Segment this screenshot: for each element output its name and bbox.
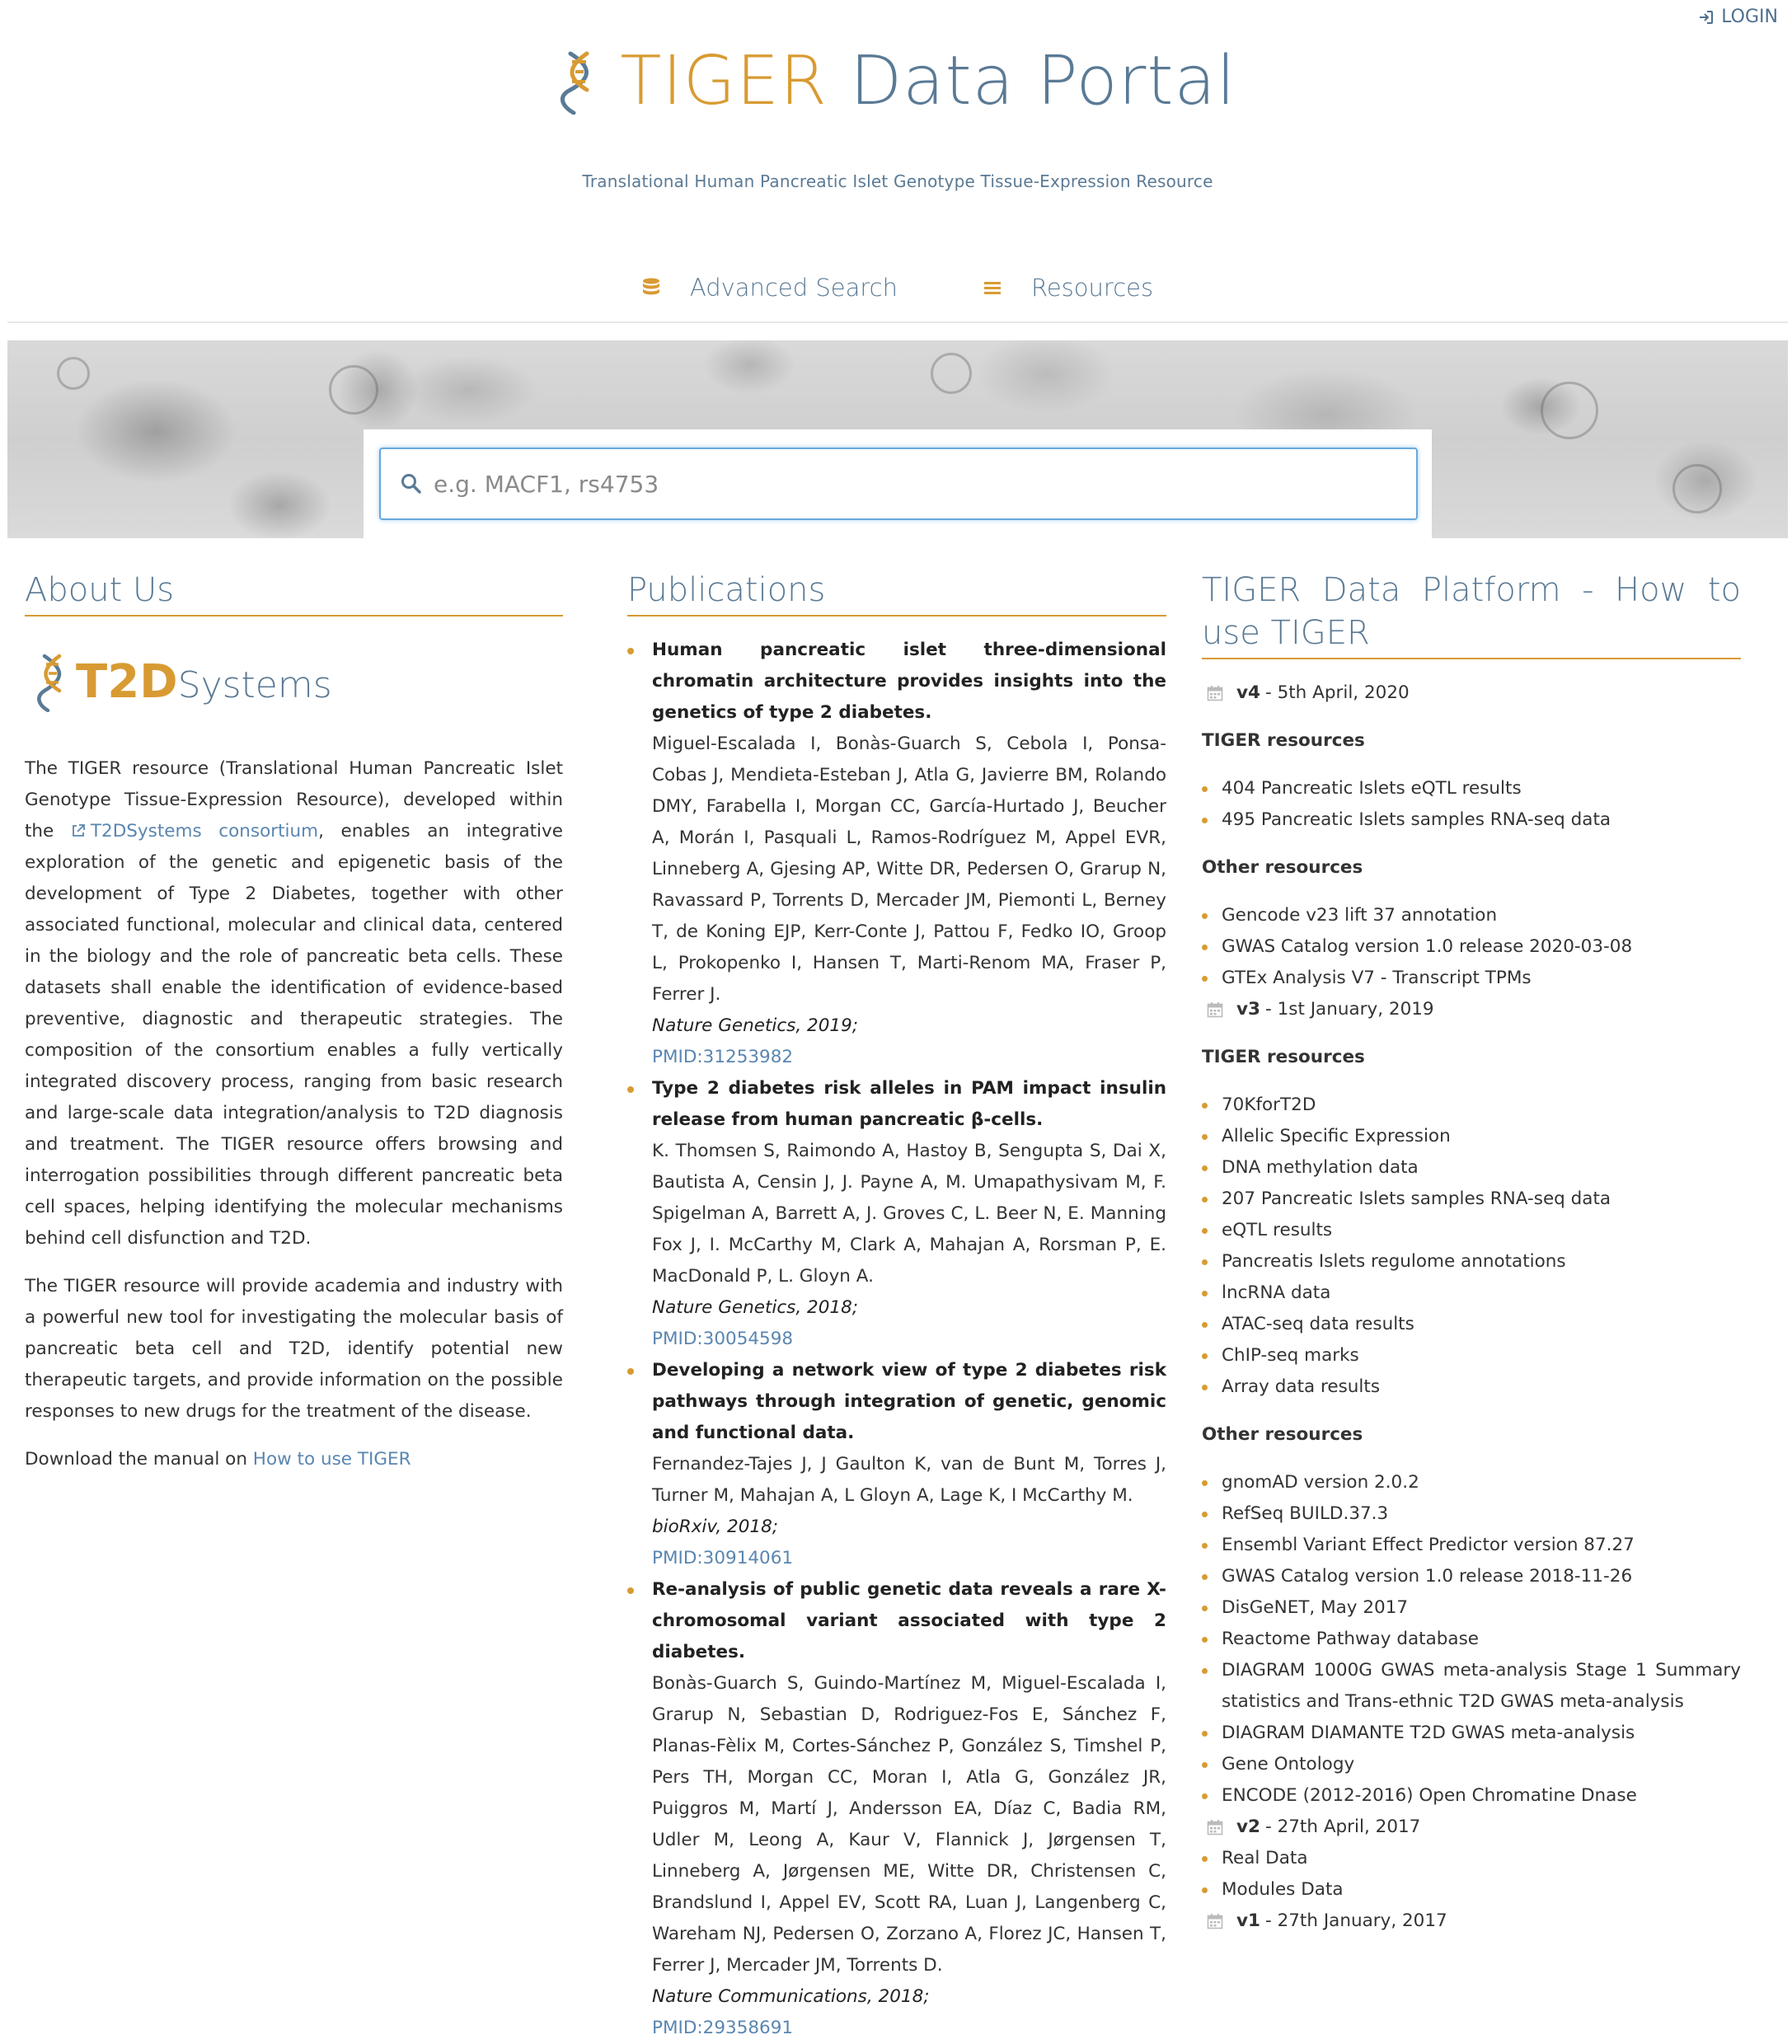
publications-section bbox=[627, 569, 1166, 2044]
version-number: v2 bbox=[1236, 1817, 1260, 1837]
version-number: v4 bbox=[1236, 682, 1260, 703]
external-link-icon bbox=[71, 823, 86, 838]
publication-item bbox=[627, 635, 1166, 1073]
resource-item: Gencode v23 lift 37 annotation bbox=[1202, 900, 1741, 931]
dna-logo-icon bbox=[36, 653, 69, 712]
publications-heading: Publications bbox=[627, 569, 1166, 616]
resource-item: ENCODE (2012-2016) Open Chromatine Dnase bbox=[1202, 1780, 1741, 1812]
search-icon bbox=[401, 473, 422, 495]
v2-resources bbox=[1202, 1843, 1741, 1906]
t2dsystems-logo bbox=[36, 653, 563, 712]
resource-item: lncRNA data bbox=[1202, 1278, 1741, 1309]
resource-item: ChIP-seq marks bbox=[1202, 1340, 1741, 1371]
publication-journal: Nature Communications, 2018; bbox=[652, 1986, 930, 2007]
publication-journal: Nature Genetics, 2018; bbox=[652, 1297, 859, 1318]
platform-heading: TIGER Data Platform - How to use TIGER bbox=[1202, 569, 1741, 659]
sign-in-icon bbox=[1698, 9, 1715, 26]
brand[interactable] bbox=[7, 42, 1788, 120]
login-label: LOGIN bbox=[1721, 7, 1778, 27]
resource-item: ATAC-seq data results bbox=[1202, 1309, 1741, 1340]
version-date: - 27th April, 2017 bbox=[1264, 1817, 1421, 1837]
publication-authors: Bonàs-Guarch S, Guindo-Martínez M, Miguel-Escalada I, Grarup N, Sebastian D, Rodriguez-Fos E, Sánchez F, Planas-Fèlix M, Cortes-Sánchez P, González S, Timshel P, Pers TH, Morgan CC, Moran I, Atla G, González JR, Puiggros M, Martí J, Andersson EA, Díaz C, Badia RM, Udler M, Leong A, Kaur V, Flannick J, Jørgensen T, Linneberg A, Jørgensen ME, Witte DR, Christensen C, Brandslund I, Appel EV, Scott RA, Luan J, Langenberg C, Wareham NJ, Pedersen O, Zorzano A, Florez JC, Hansen T, Ferrer J, Mercader JM, Torrents D. bbox=[652, 1673, 1166, 1976]
t2dsystems-link[interactable] bbox=[71, 821, 318, 842]
calendar-icon bbox=[1207, 1819, 1223, 1835]
other-resources-heading: Other resources bbox=[1202, 857, 1363, 878]
resource-item: GWAS Catalog version 1.0 release 2020-03-08 bbox=[1202, 931, 1741, 963]
site-title-tiger: TIGER bbox=[620, 42, 828, 120]
dna-logo-icon bbox=[559, 49, 600, 115]
version-date: - 27th January, 2017 bbox=[1264, 1910, 1447, 1931]
header-divider bbox=[7, 321, 1788, 323]
about-paragraph-1 bbox=[25, 753, 563, 1254]
publication-title: Type 2 diabetes risk alleles in PAM impact insulin release from human pancreatic β-cells. bbox=[652, 1078, 1166, 1130]
publication-item bbox=[627, 1355, 1166, 1574]
tiger-resources-heading: TIGER resources bbox=[1202, 1047, 1365, 1067]
resource-item: GWAS Catalog version 1.0 release 2018-11-26 bbox=[1202, 1561, 1741, 1592]
publication-title: Re-analysis of public genetic data reveals a rare X-chromosomal variant associated with type 2 diabetes. bbox=[652, 1579, 1166, 1662]
resource-item: gnomAD version 2.0.2 bbox=[1202, 1467, 1741, 1498]
resource-item: DIAGRAM DIAMANTE T2D GWAS meta-analysis bbox=[1202, 1718, 1741, 1749]
publication-journal: Nature Genetics, 2019; bbox=[652, 1015, 859, 1036]
other-resources-heading: Other resources bbox=[1202, 1424, 1363, 1445]
about-p1-before: The TIGER resource (Translational Human Pancreatic Islet Genotype Tissue-Expression Resource), developed within the bbox=[25, 758, 563, 842]
resource-item: DIAGRAM 1000G GWAS meta-analysis Stage 1 Summary statistics and Trans-ethnic T2D GWAS meta-analysis bbox=[1202, 1655, 1741, 1718]
publication-title: Human pancreatic islet three-dimensional chromatin architecture provides insights into the genetics of type 2 diabetes. bbox=[652, 640, 1166, 723]
about-heading: About Us bbox=[25, 569, 563, 616]
search-input[interactable] bbox=[434, 471, 1382, 498]
version-v2 bbox=[1207, 1812, 1741, 1843]
search-box[interactable] bbox=[379, 448, 1418, 520]
resource-item: Real Data bbox=[1202, 1843, 1741, 1874]
publication-item bbox=[627, 1574, 1166, 2044]
resource-item: Gene Ontology bbox=[1202, 1749, 1741, 1780]
resource-item: Modules Data bbox=[1202, 1874, 1741, 1906]
hero-cell-decoration bbox=[931, 353, 972, 394]
v3-other-resources bbox=[1202, 1467, 1741, 1812]
about-p1-after: , enables an integrative exploration of the genetic and epigenetic basis of the development of Type 2 Diabetes, together with other associated functional, molecular and clinical data, centered in the biology and the role of pancreatic beta cells. These datasets shall enable the identification of evidence-based preventive, diagnostic and therapeutic strategies. The composition of the consortium enables a fully vertically integrated discovery process, ranging from basic research and large-scale data integration/analysis to T2D diagnosis and treatment. The TIGER resource offers browsing and interrogation possibilities through different pancreatic beta cell spaces, helping identifying the molecular mechanisms behind cell disfunction and T2D. bbox=[25, 821, 563, 1249]
version-v3 bbox=[1207, 994, 1741, 1025]
page bbox=[7, 0, 1788, 2038]
resource-item: eQTL results bbox=[1202, 1215, 1741, 1246]
publication-pmid-link[interactable]: PMID:30054598 bbox=[652, 1329, 794, 1349]
publication-authors: Fernandez-Tajes J, J Gaulton K, van de Bunt M, Torres J, Turner M, Mahajan A, L Gloyn A, Lage K, I McCarthy M. bbox=[652, 1454, 1166, 1506]
nav-resources-label: Resources bbox=[1030, 274, 1154, 302]
calendar-icon bbox=[1207, 685, 1223, 701]
top-nav bbox=[7, 274, 1788, 302]
publication-pmid-link[interactable]: PMID:29358691 bbox=[652, 2018, 794, 2038]
about-p3-before: Download the manual on bbox=[25, 1449, 253, 1470]
site-title bbox=[620, 42, 1236, 120]
version-number: v3 bbox=[1236, 999, 1260, 1020]
calendar-icon bbox=[1207, 1001, 1223, 1018]
resource-item: 70KforT2D bbox=[1202, 1090, 1741, 1121]
version-v1 bbox=[1207, 1906, 1741, 1937]
hero-cell-decoration bbox=[329, 365, 378, 415]
about-section bbox=[25, 569, 563, 1475]
resource-item: RefSeq BUILD.37.3 bbox=[1202, 1498, 1741, 1530]
v3-tiger-resources bbox=[1202, 1090, 1741, 1403]
publication-authors: K. Thomsen S, Raimondo A, Hastoy B, Sengupta S, Dai X, Bautista A, Censin J, J. Payne A, M. Umapathysivam M, F. Spigelman A, Barrett A, J. Groves C, L. Beer N, E. Manning Fox J, I. McCarthy M, Clark A, Mahajan A, Rorsman P, E. MacDonald P, L. Gloyn A. bbox=[652, 1141, 1166, 1287]
resource-item: Array data results bbox=[1202, 1371, 1741, 1403]
t2dsystems-link-label: T2DSystems consortium bbox=[90, 821, 319, 842]
resource-item: DisGeNET, May 2017 bbox=[1202, 1592, 1741, 1624]
resource-item: Ensembl Variant Effect Predictor version 87.27 bbox=[1202, 1530, 1741, 1561]
v4-tiger-resources bbox=[1202, 773, 1741, 836]
hero-cell-decoration bbox=[1672, 464, 1722, 513]
about-paragraph-3 bbox=[25, 1444, 563, 1475]
version-date: - 5th April, 2020 bbox=[1264, 682, 1410, 703]
manual-link[interactable]: How to use TIGER bbox=[252, 1449, 411, 1470]
nav-advanced-search-label: Advanced Search bbox=[689, 274, 898, 302]
resource-item: DNA methylation data bbox=[1202, 1152, 1741, 1184]
v4-other-resources bbox=[1202, 900, 1741, 994]
tiger-resources-heading: TIGER resources bbox=[1202, 730, 1365, 751]
publications-list bbox=[627, 635, 1166, 2044]
resource-item: GTEx Analysis V7 - Transcript TPMs bbox=[1202, 963, 1741, 994]
resource-item: Reactome Pathway database bbox=[1202, 1624, 1741, 1655]
version-v4 bbox=[1207, 677, 1741, 709]
publication-item bbox=[627, 1073, 1166, 1355]
hero-cell-decoration bbox=[57, 357, 90, 390]
publication-journal: bioRxiv, 2018; bbox=[652, 1517, 779, 1537]
menu-icon bbox=[983, 278, 1002, 298]
version-date: - 1st January, 2019 bbox=[1264, 999, 1434, 1020]
resource-item: Pancreatis Islets regulome annotations bbox=[1202, 1246, 1741, 1278]
resource-item: 404 Pancreatic Islets eQTL results bbox=[1202, 773, 1741, 804]
site-title-portal: Data Portal bbox=[850, 42, 1236, 120]
publication-pmid-link[interactable]: PMID:31253982 bbox=[652, 1047, 794, 1067]
calendar-icon bbox=[1207, 1913, 1223, 1929]
hero-cell-decoration bbox=[1541, 382, 1598, 439]
resource-item: 207 Pancreatic Islets samples RNA-seq data bbox=[1202, 1184, 1741, 1215]
search-panel bbox=[364, 429, 1432, 538]
platform-section bbox=[1202, 569, 1741, 1937]
tagline: Translational Human Pancreatic Islet Genotype Tissue-Expression Resource bbox=[582, 171, 1213, 191]
login-link[interactable] bbox=[1698, 7, 1778, 27]
resource-item: 495 Pancreatic Islets samples RNA-seq data bbox=[1202, 804, 1741, 836]
publication-pmid-link[interactable]: PMID:30914061 bbox=[652, 1548, 794, 1568]
t2d-logo-light: Systems bbox=[177, 664, 332, 706]
nav-resources[interactable] bbox=[983, 274, 1153, 302]
resource-item: Allelic Specific Expression bbox=[1202, 1121, 1741, 1152]
publication-authors: Miguel-Escalada I, Bonàs-Guarch S, Cebola I, Ponsa-Cobas J, Mendieta-Esteban J, Atla G, Javierre BM, Rolando DMY, Farabella I, Morgan CC, García-Hurtado J, Beucher A, Morán I, Pasquali L, Ramos-Rodríguez M, Appel EVR, Linneberg A, Gjesing AP, Witte DR, Pedersen O, Grarup N, Ravassard P, Torrents D, Mercader JM, Piemonti L, Berney T, de Koning EJP, Kerr-Conte J, Pattou F, Fedko IO, Groop L, Prokopenko I, Hansen T, Marti-Renom MA, Fraser P, Ferrer J. bbox=[652, 734, 1166, 1005]
database-icon bbox=[642, 278, 660, 298]
about-paragraph-2: The TIGER resource will provide academia and industry with a powerful new tool for investigating the molecular basis of pancreatic beta cell and T2D, identify potential new therapeutic targets, and provide information on the possible responses to new drugs for the treatment of the disease. bbox=[25, 1276, 563, 1422]
publication-title: Developing a network view of type 2 diabetes risk pathways through integration of genetic, genomic and functional data. bbox=[652, 1360, 1166, 1443]
nav-advanced-search[interactable] bbox=[642, 274, 898, 302]
version-number: v1 bbox=[1236, 1910, 1260, 1931]
t2d-logo-bold: T2D bbox=[76, 655, 178, 709]
